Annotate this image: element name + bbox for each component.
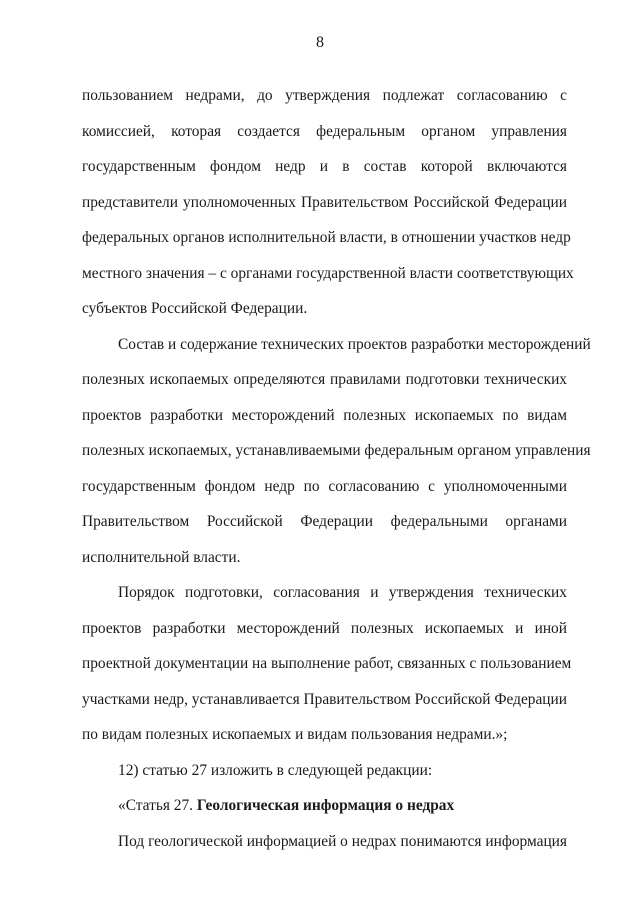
text-line: Состав и содержание технических проектов разработки месторождений xyxy=(118,335,591,353)
document-body xyxy=(82,78,591,859)
paragraph-2 xyxy=(82,327,591,576)
text-line: проектов разработки месторождений полезных ископаемых и иной xyxy=(82,619,567,637)
text-line: государственным фондом недр по согласованию с уполномоченными xyxy=(82,477,567,495)
paragraph-1 xyxy=(82,78,574,327)
text-line: Под геологической информацией о недрах понимаются информация xyxy=(118,832,567,850)
article-heading xyxy=(82,788,567,824)
text-line: пользованием недрами, до утверждения подлежат согласованию с xyxy=(82,87,567,104)
article-number: «Статья 27. xyxy=(118,797,197,814)
paragraph-4 xyxy=(82,753,567,789)
article-title: Геологическая информация о недрах xyxy=(196,797,455,814)
text-line: Правительством Российской Федерации федеральными органами xyxy=(82,513,567,530)
text-line: комиссией, которая создается федеральным органом управления xyxy=(82,122,567,140)
text-line: государственным фондом недр и в состав которой включаются xyxy=(82,158,567,175)
text-line: Порядок подготовки, согласования и утверждения технических xyxy=(118,584,567,601)
paragraph-6 xyxy=(82,824,567,860)
page-number: 8 xyxy=(316,34,324,51)
paragraph-3 xyxy=(82,575,572,753)
text-line: проектной документации на выполнение работ, связанных с пользованием xyxy=(82,655,572,672)
text-line: представители уполномоченных Правительством Российской Федерации xyxy=(82,193,567,211)
text-line: местного значения – с органами государственной власти соответствующих xyxy=(82,264,574,282)
text-line: субъектов Российской Федерации. xyxy=(82,300,308,317)
text-line: по видам полезных ископаемых и видам пользования недрами.»; xyxy=(82,726,508,743)
text-line: 12) статью 27 изложить в следующей редакции: xyxy=(118,761,433,779)
text-line: полезных ископаемых определяются правилами подготовки технических xyxy=(82,371,567,388)
text-line: участками недр, устанавливается Правительством Российской Федерации xyxy=(82,690,568,708)
text-line: полезных ископаемых, устанавливаемыми федеральным органом управления xyxy=(82,442,591,459)
text-line: проектов разработки месторождений полезных ископаемых по видам xyxy=(82,406,567,424)
text-line xyxy=(82,788,567,824)
text-line: федеральных органов исполнительной власти, в отношении участков недр xyxy=(82,229,571,246)
text-line: исполнительной власти. xyxy=(82,548,241,566)
